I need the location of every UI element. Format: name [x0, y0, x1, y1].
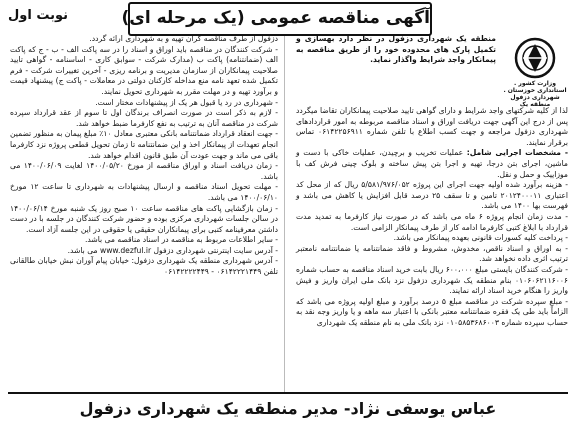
notice-paragraph: - هزینه برآورد شده اولیه جهت اجرای این پروژه ۵/۵۸۱/۹۷۶/۰۵۲ ریال که از محل کد اعتباری ۲۰۱۲۴۰۰۰۱۱ تامین و تا سقف ۲۵ درصد قابل افزایش یا کاهش می باشد و فهرست بها ۱۴۰۰ می باشد. — [296, 180, 569, 211]
specs-label: - مشخصات اجرایی شامل: — [466, 148, 568, 158]
notice-paragraph: - زمان بازگشایی پاکت های مناقصه ساعت ۱۰ صبح روز یک شنبه مورخ ۱۴۰۰/۰۶/۱۴ در سالن جلسات شهرداری مرکزی بوده و حضور شرکت کنندگان در جلسه با در دست داشتن معرفینامه کتبی برای پیمانکاران حقیقی یا حقوقی در این جلسه آزاد است. — [10, 203, 278, 234]
logo-caption-ministry: وزارت کشور . استانداری خوزستان . شهرداری دزفول — [503, 80, 567, 101]
notice-paragraph: لذا از کلیه شرکتهای واجد شرایط و دارای گواهی تایید صلاحیت پیمانکاران تقاضا میگردد پس از درج این آگهی جهت دریافت اوراق و اسناد مناقصه مربوطه به امور قراردادهای شهرداری دزفول مراجعه و جهت کسب اطلاع با تلفن شماره ۰۶۱۴۲۲۵۶۹۱۱ تماس برقرار نمایند. — [296, 106, 568, 147]
notice-paragraph: عملیات تخریب و برچیدن، عملیات خاکی با دست و ماشین، اجرای بتن درجا، تهیه و اجرا بتن پیش ساخته و بلوک چینی فرش کف با موزاییک و حمل و نقل. — [296, 148, 568, 179]
notice-paragraph: - به اوراق و اسناد ناقص، مخدوش، مشروط و فاقد ضمانتنامه یا ضمانتنامه نامعتبر ترتیب اثری داده نخواهد شد. — [296, 243, 568, 264]
notice-paragraph: - سایر اطلاعات مربوط به مناقصه در اسناد مناقصه می باشد. — [84, 235, 278, 245]
notice-round: نوبت اول — [8, 8, 69, 23]
notice-intro: منطقه یک شهرداری دزفول در نظر دارد بهسازی و تکمیل پارک های محدوده خود را از طریق مناقصه به پیمانکار واجد شرایط واگذار نماید. — [296, 34, 496, 65]
notice-title: آگهی مناقصه عمومی (یک مرحله ای) — [128, 2, 432, 36]
signature-footer: عباس یوسفی نژاد- مدیر منطقه یک شهرداری دزفول — [8, 392, 568, 424]
logo-caption-district: منطقه یک — [519, 101, 551, 108]
notice-header — [8, 2, 568, 36]
notice-paragraph: - مهلت تحویل اسناد مناقصه و ارسال پیشنهادات به شهرداری تا ساعت ۱۲ مورخ ۱۴۰۰/۰۶/۱۰ می باشد. — [10, 182, 278, 202]
column-divider — [284, 36, 285, 394]
notice-paragraph: - شرکت کنندگان بایستی مبلغ ۶۰۰،۰۰۰ ریال بابت خرید اسناد مناقصه به حساب شماره ۰۱۰۶۰۶۲۱۱۶۰۰۶ بنام منطقه یک شهرداری دزفول نزد بانک ملی ایران واریز و فیش واریز را هنگام خرید اسناد ارائه نمایند. — [296, 264, 568, 296]
notice-paragraph: - شرکت کنندگان در مناقصه باید اوراق و اسناد را در سه پاکت الف - ب - ج که پاکت الف (ضمانتنامه) پاکت ب (مدارک شرکت - سوابق کاری - اساسنامه - گواهی تایید صلاحیت پیمانکاران از سازمان مدیریت و برنامه ریزی - آخرین تغییرات شرکت - فرم تکمیل شده تعهد نامه منع مداخله کارکنان دولتی در معاملات - پاکت ج) پیشنهاد قیمت و برآورد تهیه و در مهلت مقرر به شهرداری تحویل نمایند. — [10, 44, 278, 96]
website-line: - آدرس سایت اینترنتی شهرداری دزفول www.dezful.ir می باشد. — [67, 245, 278, 255]
notice-column-left — [10, 34, 278, 278]
notice-column-right — [296, 34, 568, 328]
address-line: - آدرس شهرداری منطقه یک شهرداری دزفول: خیابان پیام آوران نبش خیابان طالقانی تلفن ۰۶۱۴۲۲۲۱۴۴۹ - ۰۶۱۴۲۲۲۲۴۴۹ — [10, 256, 278, 277]
notice-paragraph: - مدت زمان انجام پروژه ۶ ماه می باشد که در صورت نیاز کارفرما به تمدید مدت قرارداد با ابلاغ کتبی کارفرما ادامه کار از طرف پیمانکار الزامی است. — [296, 211, 568, 232]
notice-paragraph: - مبلغ سپرده شرکت در مناقصه مبلغ ۵ درصد برآورد و مبلغ اولیه پروژه می باشد که الزاماً باید طی یک فقره ضمانتنامه معتبر بانکی با اعتبار سه ماهه و یا واریز وجه نقد به حساب سپرده شماره ۰۱۰۵۸۵۳۶۸۶۰۰۳ نزد بانک ملی به نام منطقه یک شهرداری — [296, 296, 568, 327]
notice-paragraph: - شهرداری در رد یا قبول هر یک از پیشنهادات مختار است. — [95, 97, 278, 107]
notice-paragraph: - پرداخت کلیه کسورات قانونی بعهده پیمانکار می باشد. — [393, 233, 568, 243]
notice-paragraph: - جهت انعقاد قرارداد ضمانتنامه بانکی معتبری معادل ۱۰٪ مبلغ پیمان به منظور تضمین انجام تعهدات از پیمانکار اخذ و این ضمانتنامه تا زمان تحویل قطعی پروژه نزد کارفرما باقی می ماند و جهت عودت آن طبق قانون اقدام خواهد شد. — [10, 129, 278, 160]
notice-paragraph: دزفول از طرف مناقصه گران تهیه و به شهرداری ارائه گردد. — [89, 34, 278, 43]
notice-paragraph: - زمان دریافت اسناد و اوراق مناقصه از مورخ ۱۴۰۰/۰۵/۲۰ لغایت ۱۴۰۰/۰۶/۰۹ می باشد. — [10, 161, 278, 181]
notice-paragraph: - لازم به ذکر است در صورت انصراف برندگان اول تا سوم از عقد قرارداد سپرده شرکت در مناقصه آنان به ترتیب به نفع کارفرما ضبط خواهد شد. — [10, 108, 278, 128]
